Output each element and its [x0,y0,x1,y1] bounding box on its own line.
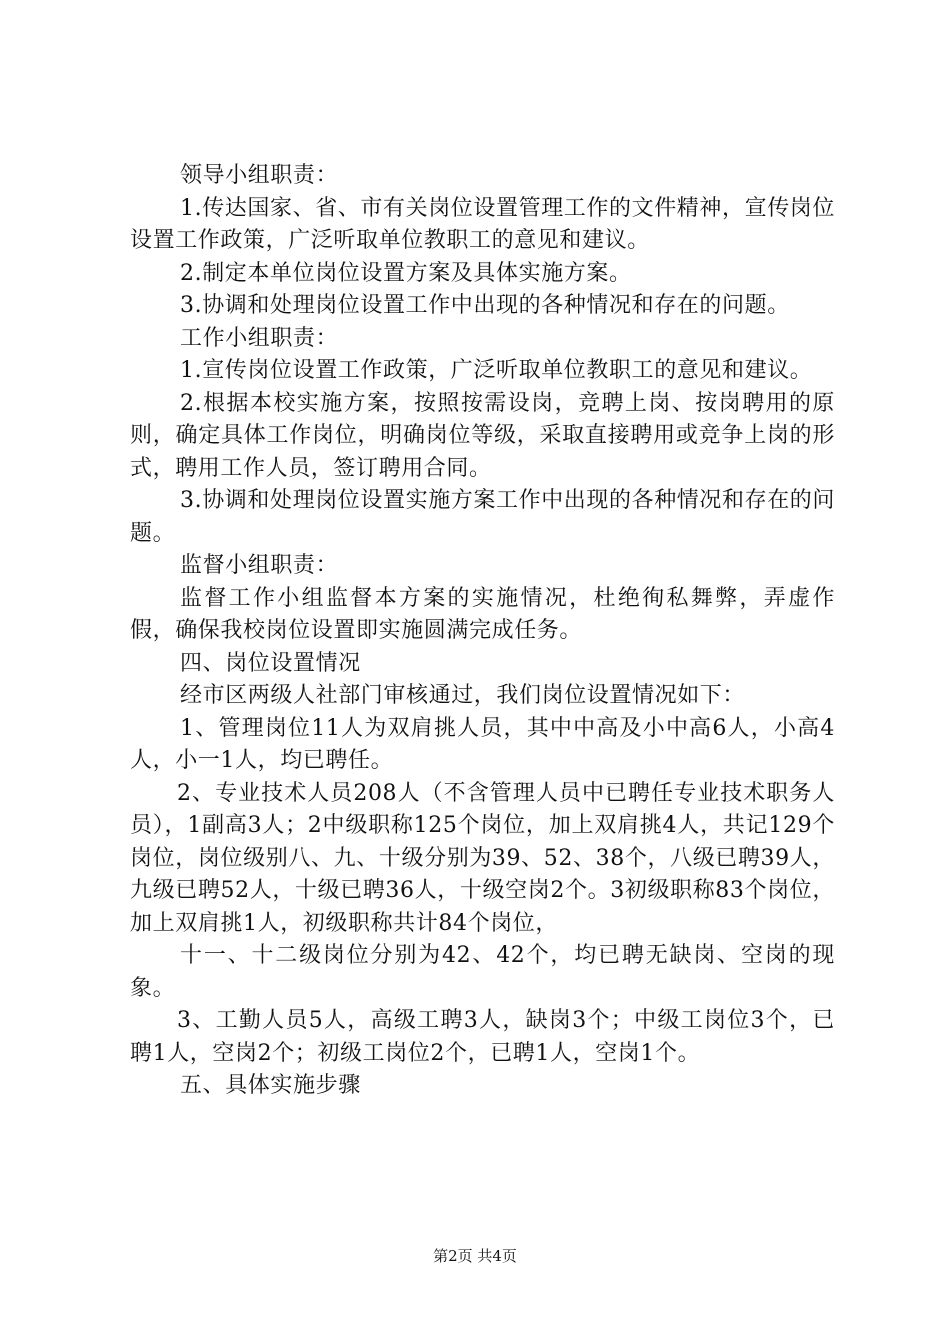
heading-leadership-duties: 领导小组职责： [180,163,339,188]
section-heading-5: 五、具体实施步骤 [180,1073,361,1098]
page-footer: 第2页 共4页 [433,1247,517,1265]
paragraph: 3、工勤人员5人，高级工聘3人，缺岗3个；中级工岗位3个，已聘1人，空岗2个；初级工岗位2个，已聘1人，空岗1个。 [130,1008,835,1066]
paragraph: 十一、十二级岗位分别为42、42个，均已聘无缺岗、空岗的现象。 [130,943,835,1001]
paragraph: 3.协调和处理岗位设置实施方案工作中出现的各种情况和存在的问题。 [130,488,835,546]
document-body [130,160,835,1103]
section-heading-4: 四、岗位设置情况 [180,650,361,676]
paragraph: 2.制定本单位岗位设置方案及具体实施方案。 [180,260,632,286]
paragraph: 1、管理岗位11人为双肩挑人员，其中中高及小中高6人，小高4人，小一1人，均已聘任。 [130,715,835,773]
paragraph: 经市区两级人社部门审核通过，我们岗位设置情况如下： [180,683,746,708]
paragraph: 3.协调和处理岗位设置工作中出现的各种情况和存在的问题。 [180,293,790,318]
heading-supervision-duties: 监督小组职责： [180,553,339,578]
heading-work-group-duties: 工作小组职责： [180,325,339,351]
paragraph: 监督工作小组监督本方案的实施情况，杜绝徇私舞弊，弄虚作假，确保我校岗位设置即实施圆满完成任务。 [130,585,835,643]
paragraph: 2.根据本校实施方案，按照按需设岗，竞聘上岗、按岗聘用的原则，确定具体工作岗位，明确岗位等级，采取直接聘用或竞争上岗的形式，聘用工作人员，签订聘用合同。 [130,390,835,481]
paragraph: 2、专业技术人员208人（不含管理人员中已聘任专业技术职务人员），1副高3人；2中级职称125个岗位，加上双肩挑4人，共记129个岗位，岗位级别八、九、十级分别为39、52、38个，八级已聘39人，九级已聘52人，十级已聘36人，十级空岗2个。3初级职称83个岗位，加上双肩挑1人，初级职称共计84个岗位， [130,780,835,936]
paragraph: 1.宣传岗位设置工作政策，广泛听取单位教职工的意见和建议。 [180,358,813,383]
paragraph: 1.传达国家、省、市有关岗位设置管理工作的文件精神，宣传岗位设置工作政策，广泛听取单位教职工的意见和建议。 [130,195,835,253]
